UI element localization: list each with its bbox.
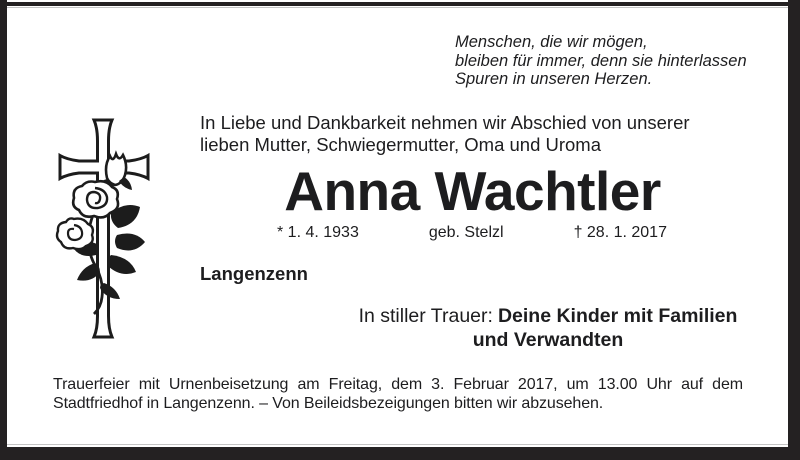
frame-top-hairline [7,7,788,8]
quote-line: Menschen, die wir mögen, [455,33,648,51]
intro-line: In Liebe und Dankbarkeit nehmen wir Abschied von unserer [200,112,690,133]
birth-date: * 1. 4. 1933 [277,224,359,241]
frame-bottom-border [0,447,800,460]
cross-with-roses-icon [45,95,180,345]
remembrance-quote [455,33,765,89]
mourning-line [342,305,754,329]
mourners-names: und Verwandten [472,328,624,351]
mourners-names: Deine Kinder mit Familien [497,305,738,327]
city-name: Langenzenn [200,263,308,284]
frame-left-border [0,0,7,460]
intro-text [200,112,740,156]
life-dates-row [277,223,667,242]
deceased-name: Anna Wachtler [284,160,661,222]
funeral-info [53,376,743,413]
death-date: † 28. 1. 2017 [573,224,667,241]
quote-line: Spuren in unseren Herzen. [455,70,653,88]
frame-right-border [788,0,800,460]
funeral-info-line: Stadtfriedhof in Langenzenn. – Von Beileidsbezeigungen bitten wir abzusehen. [53,394,604,412]
quote-line: bleiben für immer, denn sie hinterlassen [455,51,747,70]
mourning-label: In stiller Trauer: [358,305,493,327]
frame-bottom-hairline [7,444,788,445]
maiden-name: geb. Stelzl [428,224,504,241]
mourning-block [342,305,754,352]
intro-line: lieben Mutter, Schwiegermutter, Oma und Uroma [200,134,602,155]
funeral-info-line: Trauerfeier mit Urnenbeisetzung am Freitag, dem 3. Februar 2017, um 13.00 Uhr auf dem [53,376,743,393]
frame-top-border [0,2,800,6]
